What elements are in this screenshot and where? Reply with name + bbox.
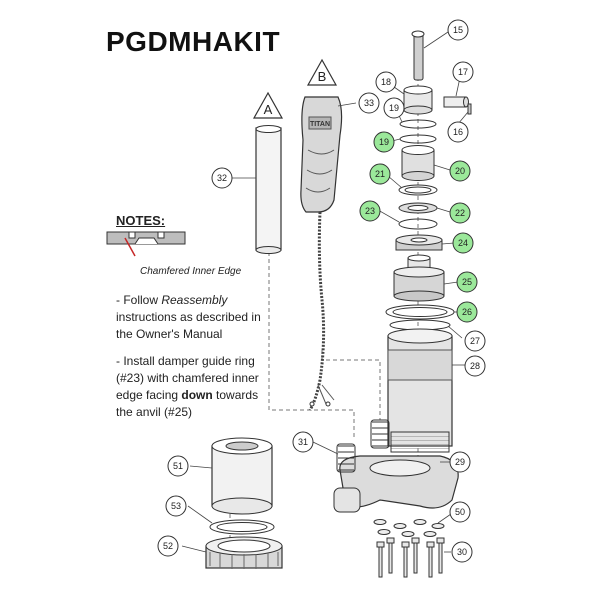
callout-label: 19 <box>388 103 400 113</box>
marker-b <box>308 60 336 85</box>
part-25-anvil <box>394 255 444 301</box>
part-28-cylinder <box>388 329 452 452</box>
callout-17 <box>453 62 473 82</box>
notes-panel <box>116 212 276 421</box>
callout-51 <box>168 456 188 476</box>
callout-label: 23 <box>364 206 376 216</box>
callout-label: 50 <box>454 507 466 517</box>
marker-a-label: A <box>263 102 273 117</box>
callout-label: 33 <box>363 98 375 108</box>
part-52-nut <box>206 537 282 569</box>
callout-52 <box>158 536 178 556</box>
marker-b-label: B <box>317 69 327 84</box>
callout-32 <box>212 168 232 188</box>
part-20-piston <box>402 146 434 181</box>
callout-label: 27 <box>469 336 481 346</box>
callout-33 <box>359 93 379 113</box>
part-21-ring <box>399 185 437 195</box>
chamfer-caption: Chamfered Inner Edge <box>140 266 242 277</box>
callout-label: 26 <box>461 307 473 317</box>
callout-28 <box>465 356 485 376</box>
notes-heading: NOTES: <box>116 213 166 228</box>
callout-label: 29 <box>454 457 466 467</box>
chamfer-diagram-spacer <box>116 233 276 265</box>
callout-label: 31 <box>297 437 309 447</box>
callout-53 <box>166 496 186 516</box>
part-15-stem <box>412 31 424 80</box>
callout-label: 24 <box>457 238 469 248</box>
part-16-small-pin <box>468 104 471 114</box>
callout-20 <box>450 161 470 181</box>
callout-label: 51 <box>172 461 184 471</box>
part-17-pin <box>444 97 469 107</box>
callout-31 <box>293 432 313 452</box>
callout-26 <box>457 302 477 322</box>
callout-label: 18 <box>380 77 392 87</box>
callout-label: 53 <box>170 501 182 511</box>
callout-19b <box>374 132 394 152</box>
part-19-rings <box>400 120 436 143</box>
part-26-gasket <box>386 305 454 319</box>
callout-label: 22 <box>454 208 466 218</box>
part-18-cap <box>404 86 432 114</box>
marker-a <box>254 93 282 118</box>
callout-21 <box>370 164 390 184</box>
handle-brand-label: TITAN <box>309 121 331 128</box>
callout-27 <box>465 331 485 351</box>
callout-label: 20 <box>454 166 466 176</box>
part-24-disc <box>396 235 442 250</box>
callout-23 <box>360 201 380 221</box>
part-50-washers <box>374 520 444 537</box>
callout-22 <box>450 203 470 223</box>
callout-label: 25 <box>461 277 473 287</box>
callout-label: 28 <box>469 361 481 371</box>
handle-part-33 <box>301 97 342 410</box>
callout-29 <box>450 452 470 472</box>
note-damper-ring: - Install damper guide ring (#23) with chamfered inner edge facing down towards the anvil (#25) <box>116 354 259 419</box>
callout-label: 17 <box>457 67 469 77</box>
callout-label: 15 <box>452 25 464 35</box>
callout-18 <box>376 72 396 92</box>
callout-label: 16 <box>452 127 464 137</box>
part-51-sleeve <box>212 438 272 514</box>
page-title: PGDMHAKIT <box>106 26 281 57</box>
callout-15 <box>448 20 468 40</box>
part-53-washer <box>210 520 274 534</box>
callout-30 <box>452 542 472 562</box>
callout-label: 21 <box>374 169 386 179</box>
note-reassembly: - Follow Reassembly instructions as described in the Owner's Manual <box>116 293 261 341</box>
callout-label: 52 <box>162 541 174 551</box>
callout-19a <box>384 98 404 118</box>
callout-label: 32 <box>216 173 228 183</box>
callout-24 <box>453 233 473 253</box>
callout-25 <box>457 272 477 292</box>
part-30-bolts <box>377 538 444 577</box>
callout-label: 19 <box>378 137 390 147</box>
callout-label: 30 <box>456 547 468 557</box>
callout-16 <box>448 122 468 142</box>
callout-50 <box>450 502 470 522</box>
